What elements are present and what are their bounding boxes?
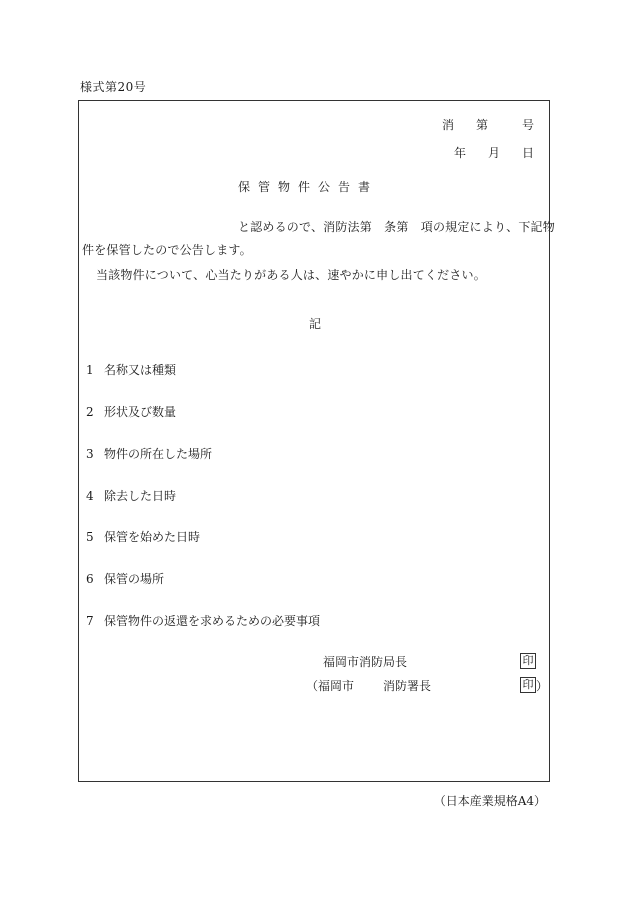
- item-number: 3: [86, 447, 94, 461]
- item-number: 1: [86, 363, 94, 377]
- body-line-3: 当該物件について、心当たりがある人は、速やかに申し出てください。: [96, 268, 486, 282]
- item-number: 7: [86, 614, 94, 628]
- body-line-1: と認めるので、消防法第 条第 項の規定により、下記物: [238, 220, 555, 234]
- list-item: [86, 570, 164, 587]
- list-item: [86, 445, 212, 462]
- signer-station-prefix: （福岡市: [306, 679, 355, 693]
- signer-station-paren: ）: [536, 679, 549, 693]
- item-number: 5: [86, 530, 94, 544]
- list-item: [86, 487, 176, 504]
- ref-gou: 号: [522, 118, 535, 132]
- item-number: 2: [86, 405, 94, 419]
- item-label: 名称又は種類: [104, 363, 177, 377]
- list-item: [86, 403, 176, 420]
- item-label: 保管を始めた日時: [104, 530, 201, 544]
- item-number: 4: [86, 489, 94, 503]
- item-label: 物件の所在した場所: [104, 447, 213, 461]
- list-item: [86, 612, 320, 629]
- ki-heading: 記: [309, 317, 322, 331]
- date-line: [0, 144, 630, 158]
- list-item: [86, 528, 200, 545]
- item-label: 保管の場所: [104, 572, 165, 586]
- seal-mark-station: 印: [520, 677, 536, 693]
- date-nen: 年: [454, 146, 467, 160]
- item-label: 除去した日時: [104, 489, 177, 503]
- date-gatsu: 月: [488, 146, 501, 160]
- item-number: 6: [86, 572, 94, 586]
- reference-number-line: [0, 116, 630, 130]
- item-label: 保管物件の返還を求めるための必要事項: [104, 614, 321, 628]
- signer-station-suffix: 消防署長: [383, 679, 432, 693]
- date-nichi: 日: [522, 146, 535, 160]
- ref-shou: 消: [442, 118, 455, 132]
- signer-chief: 福岡市消防局長: [323, 655, 408, 669]
- list-item: [86, 361, 176, 378]
- paper-standard-note: （日本産業規格A4）: [433, 794, 546, 808]
- item-label: 形状及び数量: [104, 405, 177, 419]
- ref-dai: 第: [476, 118, 489, 132]
- body-line-2: 件を保管したので公告します。: [82, 243, 252, 257]
- seal-mark-chief: 印: [520, 653, 536, 669]
- page-title: 保管物件公告書: [238, 180, 379, 194]
- form-number: 様式第20号: [80, 80, 147, 94]
